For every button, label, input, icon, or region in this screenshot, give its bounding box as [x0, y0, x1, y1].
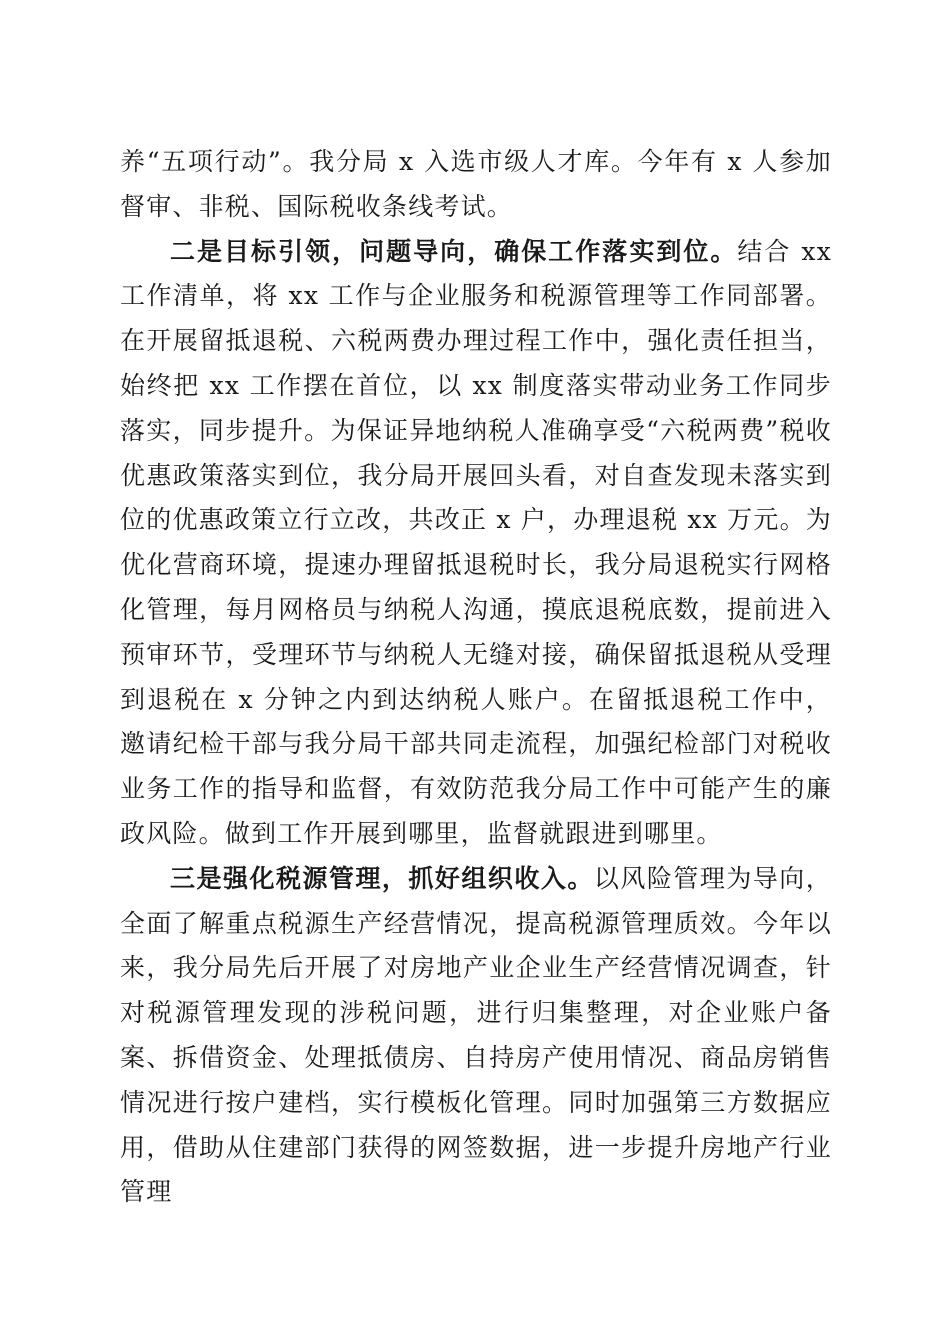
paragraph-heading: 二是目标引领，问题导向，确保工作落实到位。	[170, 236, 738, 266]
paragraph-body: 以风险管理为导向，全面了解重点税源生产经营情况，提高税源管理质效。今年以来，我分局先后开展了对房地产业企业生产经营情况调查，针对税源管理发现的涉税问题，进行归集整理，对企业账户备案、拆借资金、处理抵债房、自持房产使用情况、商品房销售情况进行按户建档，实行模板化管理。同时加强第三方数据应用，借助从住建部门获得的网签数据，进一步提升房地产行业管理	[120, 863, 832, 1207]
paragraph-heading: 三是强化税源管理，抓好组织收入。	[170, 863, 594, 893]
paragraph-tax-source-management	[120, 857, 832, 1215]
paragraph-goal-guidance	[120, 230, 832, 857]
paragraph-body: 结合 xx 工作清单，将 xx 工作与企业服务和税源管理等工作同部署。在开展留抵退税、六税两费办理过程工作中，强化责任担当，始终把 xx 工作摆在首位，以 xx 制度落实带动业务工作同步落实，同步提升。为保证异地纳税人准确享受“六税两费”税收优惠政策落实到位，我分局开展回头看，对自查发现未落实到位的优惠政策立行立改，共改正 x 户，办理退税 xx 万元。为优化营商环境，提速办理留抵退税时长，我分局退税实行网格化管理，每月网格员与纳税人沟通，摸底退税底数，提前进入预审环节，受理环节与纳税人无缝对接，确保留抵退税从受理到退税在 x 分钟之内到达纳税人账户。在留抵退税工作中，邀请纪检干部与我分局干部共同走流程，加强纪检部门对税收业务工作的指导和监督，有效防范我分局工作中可能产生的廉政风险。做到工作开展到哪里，监督就跟进到哪里。	[120, 236, 832, 848]
document-body	[120, 140, 832, 1215]
paragraph-body: 养“五项行动”。我分局 x 入选市级人才库。今年有 x 人参加督审、非税、国际税收条线考试。	[120, 147, 832, 221]
paragraph-continuation	[120, 140, 832, 230]
